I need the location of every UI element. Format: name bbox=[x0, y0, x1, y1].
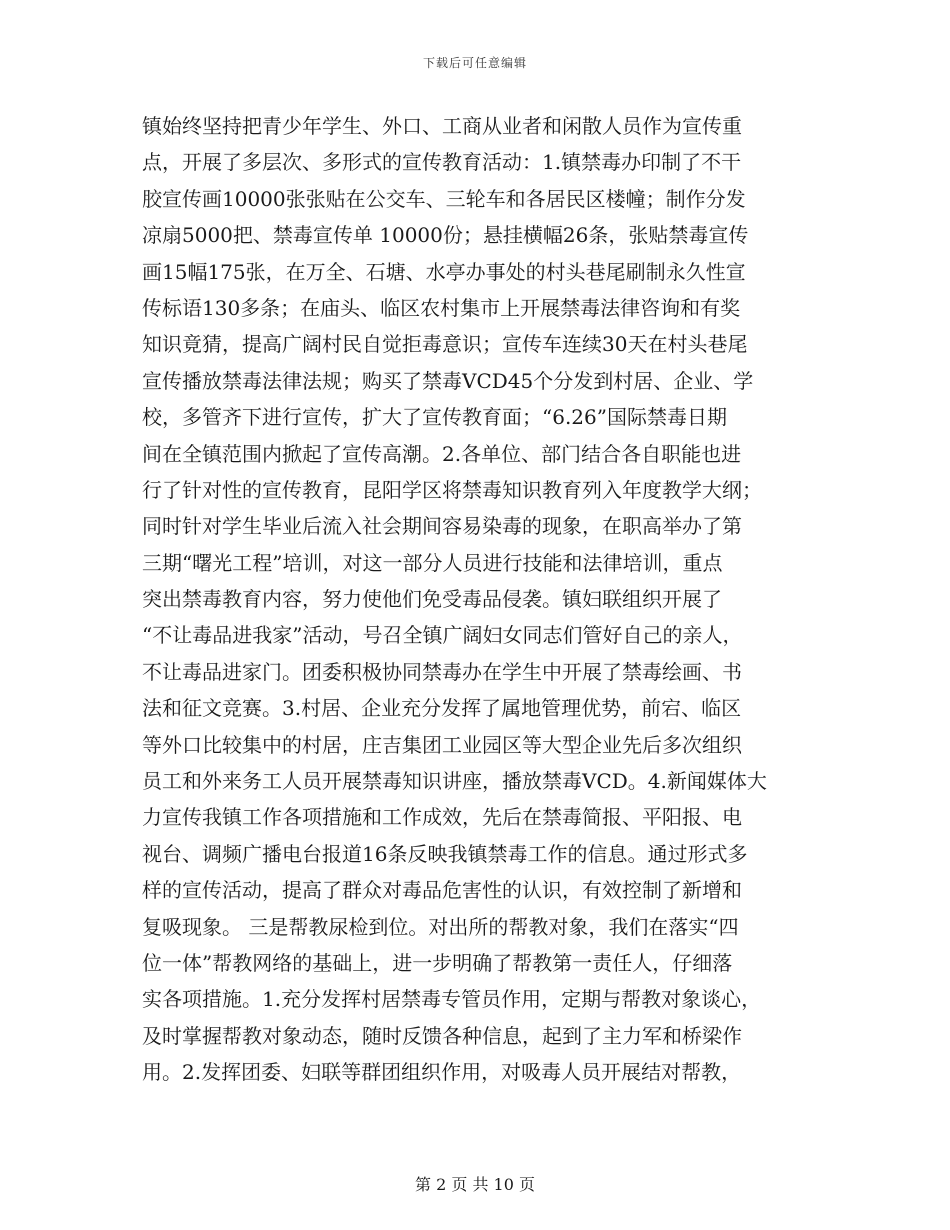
page-footer: 第 2 页 共 10 页 bbox=[415, 1175, 535, 1194]
text-line: 法和征文竞赛。3.村居、企业充分发挥了属地管理优势，前宕、临区 bbox=[142, 696, 742, 721]
text-line: 行了针对性的宣传教育，昆阳学区将禁毒知识教育列入年度教学大纲； bbox=[142, 477, 762, 502]
page-header: 下载后可任意编辑 bbox=[422, 56, 527, 70]
text-line: 凉扇5000把、禁毒宣传单 10000份；悬挂横幅26条，张贴禁毒宣传 bbox=[142, 223, 749, 248]
text-line: 视台、调频广播电台报道16条反映我镇禁毒工作的信息。通过形式多 bbox=[142, 841, 748, 866]
text-line: 点，开展了多层次、多形式的宣传教育活动：1.镇禁毒办印制了不干 bbox=[142, 150, 742, 175]
text-line: 位一体”帮教网络的基础上，进一步明确了帮教第一责任人，仔细落 bbox=[142, 950, 733, 975]
text-line: 用。2.发挥团委、妇联等群团组织作用，对吸毒人员开展结对帮教， bbox=[142, 1060, 742, 1085]
text-line: 同时针对学生毕业后流入社会期间容易染毒的现象，在职高举办了第 bbox=[142, 514, 742, 539]
text-line: 实各项措施。1.充分发挥村居禁毒专管员作用，定期与帮教对象谈心， bbox=[142, 987, 762, 1012]
text-line: 宣传播放禁毒法律法规；购买了禁毒VCD45个分发到村居、企业、学 bbox=[142, 368, 754, 393]
body-text bbox=[142, 108, 804, 1091]
text-line: 镇始终坚持把青少年学生、外口、工商从业者和闲散人员作为宣传重 bbox=[142, 114, 742, 138]
text-line: 等外口比较集中的村居，庄吉集团工业园区等大型企业先后多次组织 bbox=[142, 732, 742, 757]
text-line: “不让毒品进我家”活动，号召全镇广阔妇女同志们管好自己的亲人， bbox=[142, 623, 743, 648]
text-line: 样的宣传活动，提高了群众对毒品危害性的认识，有效控制了新增和 bbox=[142, 878, 742, 903]
text-line: 胶宣传画10000张张贴在公交车、三轮车和各居民区楼幢；制作分发 bbox=[142, 186, 746, 211]
text-line: 三期“曙光工程”培训，对这一部分人员进行技能和法律培训，重点 bbox=[142, 550, 723, 575]
text-line: 员工和外来务工人员开展禁毒知识讲座，播放禁毒VCD。4.新闻媒体大 bbox=[142, 769, 767, 794]
text-line: 复吸现象。 三是帮教尿检到位。对出所的帮教对象，我们在落实“四 bbox=[142, 914, 739, 939]
text-line: 力宣传我镇工作各项措施和工作成效，先后在禁毒简报、平阳报、电 bbox=[142, 805, 742, 830]
text-line: 及时掌握帮教对象动态，随时反馈各种信息，起到了主力军和桥梁作 bbox=[142, 1023, 742, 1048]
text-line: 知识竟猜，提高广阔村民自觉拒毒意识；宣传车连续30天在村头巷尾 bbox=[142, 332, 748, 357]
text-line: 间在全镇范围内掀起了宣传高潮。2.各单位、部门结合各自职能也进 bbox=[142, 441, 742, 466]
text-line: 传标语130多条；在庙头、临区农村集市上开展禁毒法律咨询和有奖 bbox=[142, 295, 741, 320]
text-line: 画15幅175张，在万全、石塘、水亭办事处的村头巷尾刷制永久性宣 bbox=[142, 259, 746, 284]
text-line: 校，多管齐下进行宣传，扩大了宣传教育面；“6.26”国际禁毒日期 bbox=[142, 405, 727, 430]
text-line: 突出禁毒教育内容，努力使他们免受毒品侵袭。镇妇联组织开展了 bbox=[142, 587, 722, 612]
text-line: 不让毒品进家门。团委积极协同禁毒办在学生中开展了禁毒绘画、书 bbox=[142, 659, 742, 684]
